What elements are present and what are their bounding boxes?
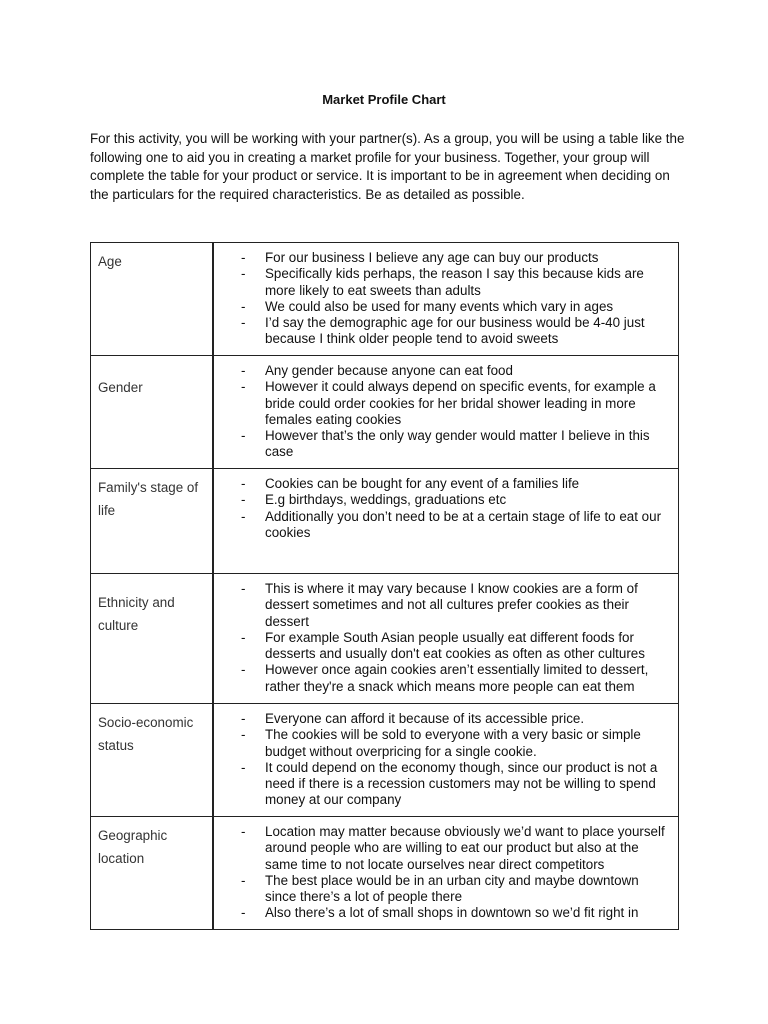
row-label-geographic: Geographic location <box>98 828 168 866</box>
list-item: - Everyone can afford it because of its accessible price. <box>241 711 670 727</box>
row-content-cell <box>213 574 679 704</box>
list-item: - It could depend on the economy though, since our product is not a need if there is a recession customers may not be willing to spend money at our company <box>241 760 670 809</box>
list-item: - Cookies can be bought for any event of a families life <box>241 476 670 492</box>
row-content-cell <box>213 243 679 356</box>
list-item: - However that’s the only way gender would matter I believe in this case <box>241 428 670 461</box>
list-item: - For example South Asian people usually eat different foods for desserts and usually don't eat cookies as often as other cultures <box>241 630 670 663</box>
bullet-list <box>214 243 678 352</box>
row-label-ethnicity: Ethnicity and culture <box>98 595 175 633</box>
intro-paragraph: For this activity, you will be working with your partner(s). As a group, you will be using a table like the following one to aid you in creating a market profile for your business. Together, your group will complete the table for your product or service. It is important to be in agreement when deciding on the particulars for the required characteristics. Be as detailed as possible. <box>90 131 685 202</box>
list-item: - For our business I believe any age can buy our products <box>241 250 670 266</box>
list-item: - E.g birthdays, weddings, graduations etc <box>241 492 670 508</box>
list-item: - Specifically kids perhaps, the reason I say this because kids are more likely to eat sweets than adults <box>241 266 670 299</box>
bullet-list <box>214 817 678 926</box>
list-item: - Location may matter because obviously we’d want to place yourself around people who are willing to eat our product but also at the same time to not locate ourselves near direct competitors <box>241 824 670 873</box>
list-item: - We could also be used for many events which vary in ages <box>241 299 670 315</box>
row-content-cell <box>213 817 679 930</box>
market-profile-table <box>90 242 679 930</box>
bullet-list <box>214 704 678 813</box>
list-item: - I’d say the demographic age for our business would be 4-40 just because I think older people tend to avoid sweets <box>241 315 670 348</box>
list-item: - Any gender because anyone can eat food <box>241 363 670 379</box>
row-label-cell <box>91 574 214 704</box>
list-item: - Additionally you don’t need to be at a certain stage of life to eat our cookies <box>241 509 670 542</box>
row-label-cell <box>91 817 214 930</box>
list-item: - Also there’s a lot of small shops in downtown so we’d fit right in <box>241 905 670 921</box>
row-label-gender: Gender <box>98 380 143 395</box>
list-item: - However it could always depend on specific events, for example a bride could order cookies for her bridal shower leading in more females eating cookies <box>241 379 670 428</box>
bullet-list <box>214 574 678 699</box>
row-content-cell <box>213 469 679 574</box>
table-row-age <box>91 243 679 356</box>
bullet-list <box>214 469 678 545</box>
row-label-family-stage: Family's stage of life <box>98 480 199 518</box>
row-label-socio-economic: Socio-economic status <box>98 715 194 753</box>
row-content-cell <box>213 356 679 469</box>
row-content-cell <box>213 704 679 817</box>
table-row-socio-economic <box>91 704 679 817</box>
row-label-age: Age <box>98 254 122 269</box>
row-label-cell <box>91 469 214 574</box>
table-row-family-stage <box>91 469 679 574</box>
list-item: - The cookies will be sold to everyone with a very basic or simple budget without overpricing for a single cookie. <box>241 727 670 760</box>
list-item: - The best place would be in an urban city and maybe downtown since there’s a lot of people there <box>241 873 670 906</box>
table-row-gender <box>91 356 679 469</box>
list-item: - This is where it may vary because I know cookies are a form of dessert sometimes and not all cultures prefer cookies as their dessert <box>241 581 670 630</box>
list-item: - However once again cookies aren’t essentially limited to dessert, rather they're a snack which means more people can eat them <box>241 662 670 695</box>
bullet-list <box>214 356 678 465</box>
table-row-ethnicity <box>91 574 679 704</box>
row-label-cell <box>91 356 214 469</box>
page-title: Market Profile Chart <box>322 92 446 107</box>
row-label-cell <box>91 243 214 356</box>
table-row-geographic <box>91 817 679 930</box>
row-label-cell <box>91 704 214 817</box>
